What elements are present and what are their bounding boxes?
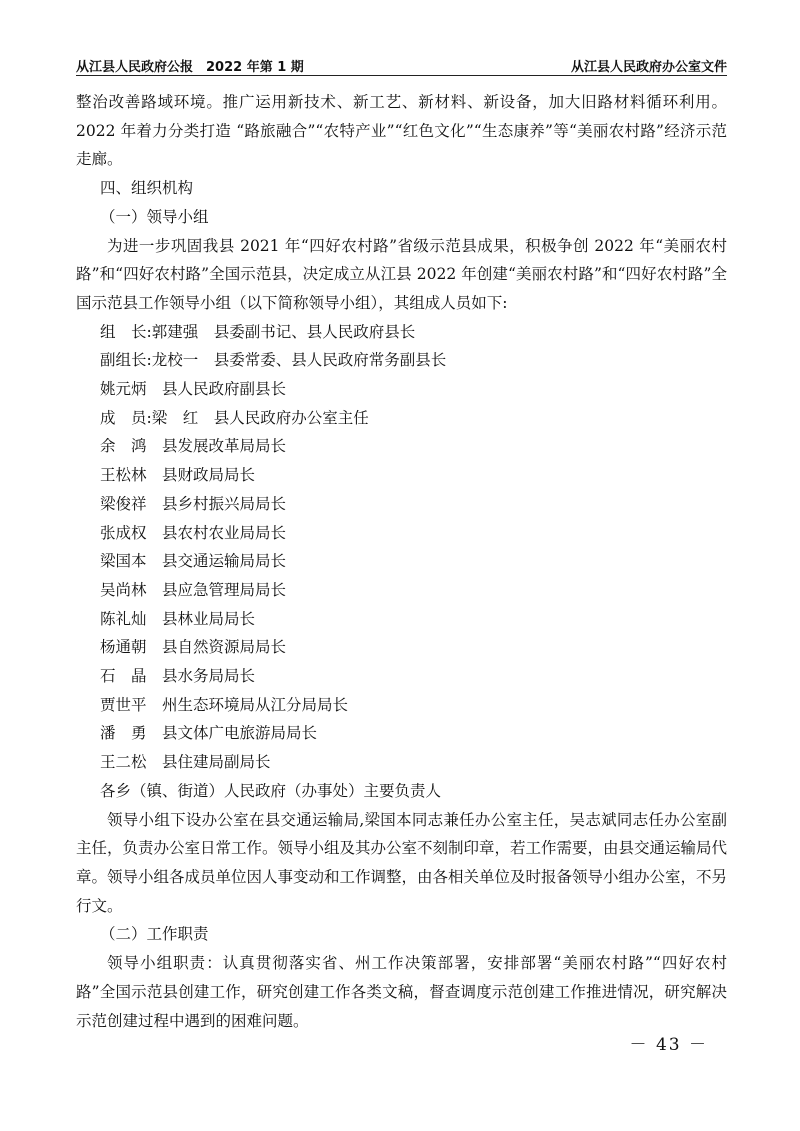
member-row: 陈礼灿 县林业局局长 (100, 609, 256, 628)
member-row: 余 鸿 县发展改革局局长 (100, 437, 287, 456)
member-row: 王松林 县财政局局长 (100, 466, 256, 485)
member-row: 石 晶 县水务局局长 (100, 667, 256, 686)
page-number: － 43 － (629, 1035, 708, 1055)
member-row: 姚元炳 县人民政府副县长 (100, 380, 287, 399)
header-office-file: 从江县人民政府办公室文件 (570, 60, 727, 75)
member-row: 组 长: 郭建强 县委副书记、县人民政府县长 (100, 322, 416, 341)
member-row: 成 员: 梁 红 县人民政府办公室主任 (100, 408, 369, 427)
intro-paragraph: 整治改善路域环境。推广运用新技术、新工艺、新材料、新设备，加大旧路材料循环利用。2022 年着力分类打造 “路旅融合”“农特产业”“红色文化”“生态康养”等“美丽农村路”经济示范走廊。 (76, 93, 727, 169)
member-list (76, 318, 727, 806)
member-row: 贾世平 州生态环境局从江分局局长 (100, 695, 349, 714)
members-tail: 各乡（镇、街道）人民政府（办事处）主要负责人 (100, 781, 442, 800)
section-heading-organization: 四、组织机构 (100, 179, 194, 198)
leading-group-paragraph: 为进一步巩固我县 2021 年“四好农村路”省级示范县成果，积极争创 2022 年“美丽农村路”和“四好农村路”全国示范县，决定成立从江县 2022 年创建“美丽农村路”和“四好农村路”全国示范县工作领导小组（以下简称领导小组），其组成人员如下: (76, 236, 727, 312)
header-gazette-title: 从江县人民政府公报 2022 年第 1 期 (76, 60, 304, 75)
office-paragraph: 领导小组下设办公室在县交通运输局,梁国本同志兼任办公室主任，吴志斌同志任办公室副主任，负责办公室日常工作。领导小组及其办公室不刻制印章，若工作需要，由县交通运输局代章。领导小组各成员单位因人事变动和工作调整，由各相关单位及时报备领导小组办公室，不另行文。 (76, 810, 728, 915)
member-row: 杨通朝 县自然资源局局长 (100, 638, 287, 657)
page-header (76, 53, 727, 76)
member-row: 张成权 县农村农业局局长 (100, 523, 287, 542)
member-row: 王二松 县住建局副局长 (100, 753, 271, 772)
duties-paragraph: 领导小组职责：认真贯彻落实省、州工作决策部署，安排部署“美丽农村路”“四好农村路”全国示范县创建工作，研究创建工作各类文稿，督查调度示范创建工作推进情况，研究解决示范创建过程中遇到的困难问题。 (76, 954, 727, 1030)
document-body (76, 88, 727, 1035)
subsection-heading-leading-group: （一）领导小组 (100, 207, 209, 226)
member-row: 副组长: 龙校一 县委常委、县人民政府常务副县长 (100, 351, 447, 370)
member-row: 吴尚林 县应急管理局局长 (100, 580, 287, 599)
subsection-heading-duties: （二）工作职责 (100, 925, 209, 944)
member-row: 潘 勇 县文体广电旅游局局长 (100, 724, 318, 743)
member-row: 梁俊祥 县乡村振兴局局长 (100, 494, 287, 513)
member-row: 梁国本 县交通运输局局长 (100, 552, 287, 571)
